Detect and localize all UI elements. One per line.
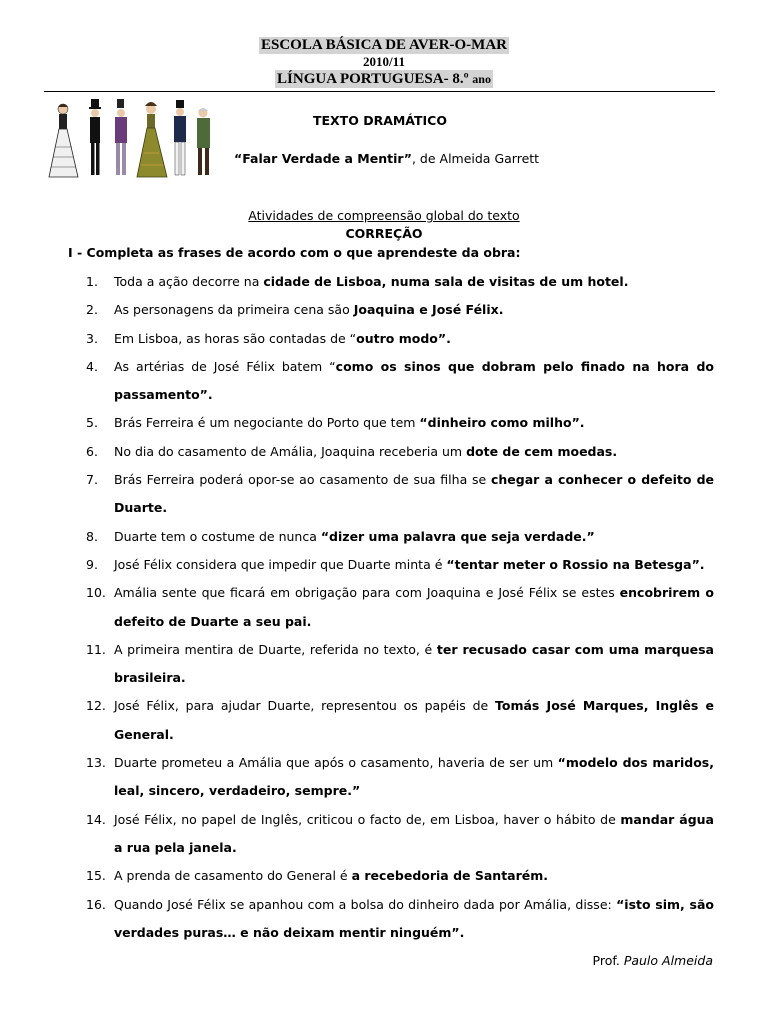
teacher-signature: Prof. Paulo Almeida <box>592 953 713 968</box>
work-title: “Falar Verdade a Mentir” <box>234 151 412 166</box>
figure-gentleman-black <box>89 99 101 175</box>
list-item: 11. A primeira mentira de Duarte, referida no texto, é ter recusado casar com uma marquesa brasileira. <box>86 641 714 686</box>
work-author: , de Almeida Garrett <box>411 151 540 166</box>
figure-old-man <box>197 108 210 175</box>
header-divider <box>44 91 715 92</box>
section-instruction: I - Completa as frases de acordo com o que aprendeste da obra: <box>68 245 521 260</box>
school-name: ESCOLA BÁSICA DE AVER-O-MAR <box>260 37 508 53</box>
list-item: 12. José Félix, para ajudar Duarte, representou os papéis de Tomás José Marques, Inglês e General. <box>86 698 714 742</box>
correction-heading: CORREÇÃO <box>345 226 423 241</box>
list-item: 16. Quando José Félix se apanhou com a bolsa do dinheiro dada por Amália, disse: “isto sim, são verdades puras… e não deixam mentir ninguém”. <box>86 896 714 940</box>
list-item: 14. José Félix, no papel de Inglês, criticou o facto de, em Lisboa, haver o hábito de mandar água a rua pela janela. <box>86 811 714 855</box>
question-list <box>86 268 714 947</box>
list-item: 8. Duarte tem o costume de nunca “dizer uma palavra que seja verdade.” <box>86 528 595 544</box>
costume-figures-illustration <box>45 99 217 183</box>
list-item: 7. Brás Ferreira poderá opor-se ao casamento de sua filha se chegar a conhecer o defeito de Duarte. <box>86 472 714 516</box>
teacher-name: Paulo Almeida <box>623 953 713 968</box>
school-year: 2010/11 <box>363 54 405 69</box>
document-title: TEXTO DRAMÁTICO <box>312 113 447 128</box>
figure-lady-crinoline <box>49 104 78 177</box>
list-item: 6. No dia do casamento de Amália, Joaquina receberia um dote de cem moedas. <box>86 443 618 459</box>
work-reference <box>234 151 539 166</box>
activities-heading: Atividades de compreensão global do texto <box>248 208 520 223</box>
list-item: 10. Amália sente que ficará em obrigação para com Joaquina e José Félix se estes encobrirem o defeito de Duarte a seu pai. <box>86 585 714 629</box>
school-header <box>0 36 768 88</box>
figure-officer <box>174 100 186 175</box>
figure-lady-green <box>137 102 167 177</box>
list-item: 13. Duarte prometeu a Amália que após o casamento, haveria de ser um “modelo dos maridos, leal, sincero, verdadeiro, sempre.” <box>86 755 714 799</box>
subject-name: LÍNGUA PORTUGUESA- 8.º <box>277 71 469 87</box>
list-item: 5. Brás Ferreira é um negociante do Porto que tem “dinheiro como milho”. <box>86 415 585 431</box>
list-item: 2. As personagens da primeira cena são Joaquina e José Félix. <box>86 302 504 318</box>
figure-gentleman-purple <box>115 99 127 175</box>
grade-label: ano <box>472 72 491 86</box>
list-item: 15. A prenda de casamento do General é a recebedoria de Santarém. <box>86 868 549 884</box>
list-item: 9. José Félix considera que impedir que Duarte minta é “tentar meter o Rossio na Betesga”. <box>86 556 705 572</box>
list-item: 4. As artérias de José Félix batem “como os sinos que dobram pelo finado na hora do passamento”. <box>86 358 715 403</box>
list-item: 3. Em Lisboa, as horas são contadas de “outro modo”. <box>86 330 451 346</box>
list-item: 1. Toda a ação decorre na cidade de Lisboa, numa sala de visitas de um hotel. <box>86 274 629 289</box>
